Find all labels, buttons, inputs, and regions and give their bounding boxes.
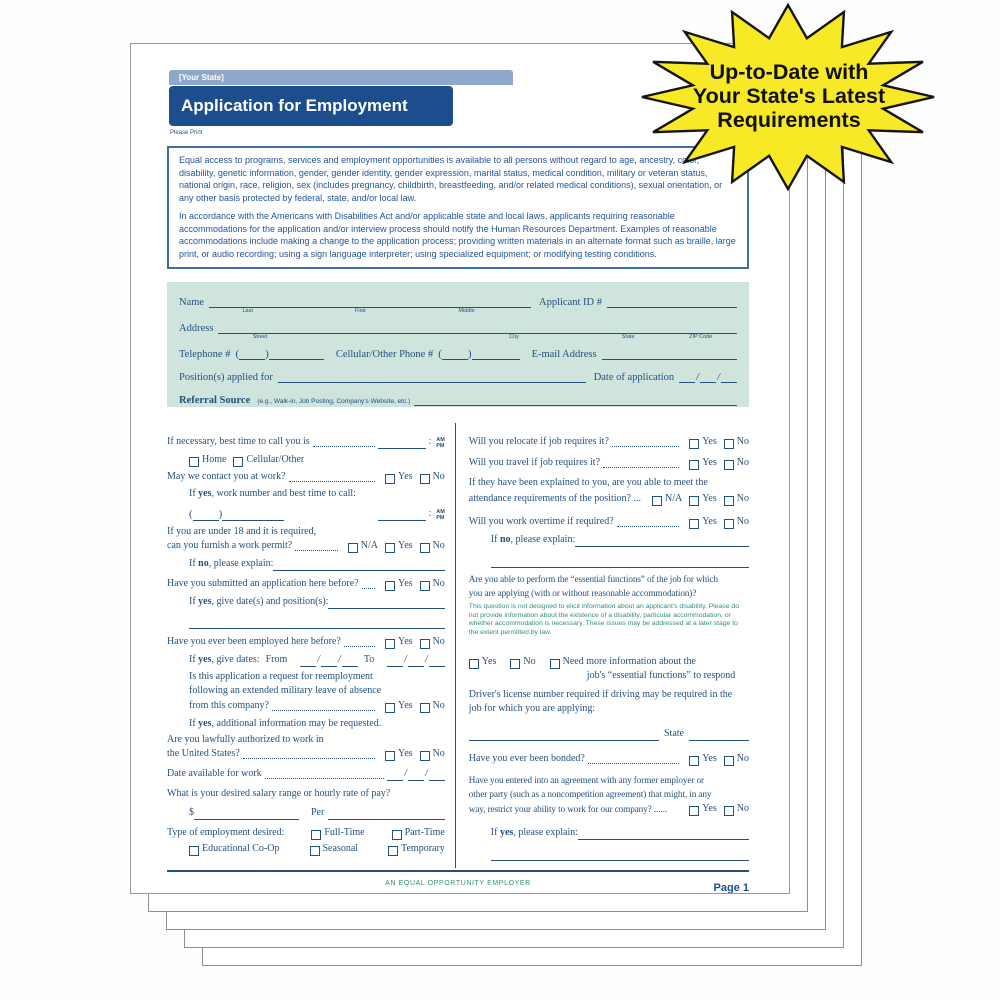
question-license-line1: Driver's license number required if driving may be required in the: [468, 689, 733, 701]
checkbox-no[interactable]: [724, 439, 734, 449]
checkbox-yes[interactable]: [689, 460, 699, 470]
dotted-leader: [295, 550, 338, 551]
dotted-leader: [243, 758, 375, 759]
blank-continuation-line: [491, 849, 749, 861]
address-label: Address: [179, 323, 214, 334]
question-reemployment-line1: Is this application a request for reemployment: [189, 671, 373, 682]
referral-source-label: Referral Source: [179, 395, 251, 406]
date-field[interactable]: [700, 371, 716, 383]
page-footer: [167, 870, 749, 894]
from-label: From: [265, 654, 288, 665]
essential-functions-checkboxes: Yes No Need more information about the: [469, 655, 749, 669]
close-paren: ): [265, 348, 269, 360]
question-reemployment-line3: from this company? Yes No: [189, 700, 445, 711]
starburst-badge: [636, 0, 942, 196]
dotted-leader: [313, 446, 376, 447]
checkbox-yes[interactable]: [385, 703, 395, 713]
checkbox-educational-coop[interactable]: [189, 846, 199, 856]
checkbox-na[interactable]: [652, 496, 662, 506]
checkbox-no[interactable]: [420, 639, 430, 649]
name-sub-first: First: [355, 308, 366, 314]
checkbox-no[interactable]: [724, 756, 734, 766]
address-sub-zip: ZIP Code: [689, 334, 713, 340]
cellular-input[interactable]: [472, 348, 520, 360]
referral-source-hint: (e.g., Walk-in, Job Posting, Company's Website, etc.): [257, 398, 411, 405]
email-label: E-mail Address: [531, 349, 597, 360]
ampm-label: AM PM: [436, 509, 445, 521]
date-field[interactable]: [679, 371, 695, 383]
question-license-line2: job for which you are applying:: [468, 703, 596, 715]
question-contact-at-work: May we contact you at work? Yes No: [167, 471, 445, 482]
date-field[interactable]: [408, 769, 424, 781]
colon: :: [428, 508, 432, 519]
date-field[interactable]: [342, 655, 358, 667]
blank-continuation-line: [491, 556, 749, 568]
referral-row: [179, 394, 737, 406]
name-input-line[interactable]: [209, 296, 531, 314]
email-input-line[interactable]: [602, 348, 737, 360]
telephone-input[interactable]: [269, 348, 324, 360]
checkbox-yes[interactable]: [469, 659, 479, 669]
checkbox-no[interactable]: [510, 659, 520, 669]
checkbox-yes[interactable]: [689, 806, 699, 816]
work-number-entry: [189, 507, 445, 521]
work-time-input[interactable]: [378, 509, 426, 521]
license-number-input[interactable]: [469, 729, 659, 741]
if-no-explain: If no, please explain:: [491, 533, 749, 547]
close-paren: ): [467, 348, 472, 360]
checkbox-need-more-info[interactable]: [550, 659, 560, 669]
position-input-line[interactable]: [278, 371, 586, 383]
checkbox-yes[interactable]: [689, 519, 699, 529]
checkbox-no[interactable]: [724, 460, 734, 470]
continuation-input-line[interactable]: [491, 556, 749, 568]
telephone-area-input[interactable]: [239, 348, 265, 360]
address-sub-state: State: [621, 334, 635, 340]
badge-text: [693, 60, 885, 132]
question-agreement-line3: way, restrict your ability to work for our company? ...... Yes No: [468, 803, 749, 815]
question-submitted-before: Have you submitted an application here before? Yes No: [167, 578, 445, 589]
applicant-id-label: Applicant ID #: [539, 297, 602, 308]
question-relocate: Will you relocate if job requires it? Yes No: [468, 436, 749, 447]
work-area-input[interactable]: [193, 509, 219, 521]
question-overtime: Will you work overtime if required? Yes No: [468, 516, 749, 527]
ampm-label: AM PM: [436, 437, 445, 449]
dotted-leader: [265, 778, 385, 779]
address-sub-city: City: [509, 334, 519, 340]
to-label: To: [363, 654, 375, 665]
position-date-row: [179, 371, 737, 383]
phone-email-row: [179, 348, 737, 360]
applicant-info-panel: [167, 282, 749, 407]
checkbox-yes[interactable]: [385, 751, 395, 761]
continuation-input-line[interactable]: [491, 849, 749, 861]
colon: :: [428, 436, 432, 447]
checkbox-no[interactable]: [724, 496, 734, 506]
date-field[interactable]: [408, 655, 424, 667]
checkbox-yes[interactable]: [385, 474, 395, 484]
question-employment-type: Type of employment desired: Full-Time Part-Time: [167, 827, 445, 838]
question-under18-line2: can you furnish a work permit? N/A Yes No: [167, 540, 445, 551]
date-field[interactable]: [300, 655, 316, 667]
if-yes-give-dates: If yes, give dates: From / / To / /: [189, 653, 445, 667]
checkbox-part-time[interactable]: [392, 830, 402, 840]
question-attendance-line2: attendance requirements of the position? ... N/A Yes No: [468, 493, 749, 504]
question-attendance-line1: If they have been explained to you, are you able to meet the: [468, 477, 708, 488]
checkbox-no[interactable]: [420, 581, 430, 591]
badge-line-3: Requirements: [717, 108, 861, 133]
checkbox-yes[interactable]: [385, 581, 395, 591]
question-best-time: If necessary, best time to call you is : AM PM: [167, 436, 445, 449]
employment-type-row2: Educational Co-Op Seasonal Temporary: [189, 842, 445, 856]
question-travel: Will you travel if job requires it? Yes No: [468, 457, 749, 468]
badge-line-1: Up-to-Date with: [709, 60, 869, 85]
question-agreement-line2: other party (such as a noncompetition agreement) that might, in any: [468, 789, 712, 800]
question-essential-line2: you are applying (with or without reasonable accommodation)?: [468, 588, 697, 598]
question-bonded: Have you ever been bonded? Yes No: [468, 753, 749, 765]
checkbox-yes[interactable]: [385, 543, 395, 553]
name-sub-middle: Middle: [458, 308, 475, 314]
if-yes-work-number: If yes, work number and best time to call:: [189, 488, 356, 499]
if-yes-additional-info: If yes, additional information may be requested.: [189, 718, 382, 729]
dotted-leader: [603, 467, 679, 468]
cellular-area-input[interactable]: [442, 348, 468, 360]
checkbox-no[interactable]: [420, 543, 430, 553]
close-paren: ): [218, 508, 223, 520]
need-more-info-line2: job's “essential functions” to respond: [586, 670, 736, 682]
per-label: Per: [311, 807, 325, 818]
open-paren: (: [438, 348, 442, 360]
state-tab: [Your State]: [169, 70, 513, 85]
dotted-leader: [272, 710, 375, 711]
left-column: [167, 423, 456, 868]
equal-opportunity-employer-label: AN EQUAL OPPORTUNITY EMPLOYER: [385, 880, 531, 887]
question-agreement-line1: Have you entered into an agreement with any former employer or: [468, 775, 704, 786]
dotted-leader: [289, 481, 375, 482]
cellular-label: Cellular/Other Phone #: [335, 349, 434, 360]
question-lawful-line2: the United States? Yes No: [167, 748, 445, 759]
date-field[interactable]: [387, 769, 403, 781]
time-input[interactable]: [378, 437, 426, 449]
question-essential-line1: Are you able to perform the “essential functions” of the job for which: [468, 574, 718, 584]
name-label: Name: [179, 297, 205, 308]
dates-positions-input-line[interactable]: [328, 597, 444, 609]
open-paren: (: [189, 508, 193, 520]
date-field[interactable]: [429, 769, 445, 781]
checkbox-seasonal[interactable]: [310, 846, 320, 856]
checkbox-no[interactable]: [420, 751, 430, 761]
date-field[interactable]: [721, 371, 737, 383]
continuation-input-line[interactable]: [189, 617, 445, 629]
explain-input-line[interactable]: [578, 828, 749, 840]
date-field[interactable]: [429, 655, 445, 667]
right-column: [456, 423, 749, 868]
checkbox-no[interactable]: [724, 806, 734, 816]
if-yes-dates-positions: If yes, give date(s) and position(s):: [189, 595, 445, 609]
dotted-leader: [617, 526, 680, 527]
question-salary: What is your desired salary range or hourly rate of pay?: [167, 788, 391, 799]
disability-note: This question is not designed to elicit information about an applicant's disability. Please do not provide information about the existence of a disability, particular accommodation, or whether accommodation is necessary. These issues may be addressed at a later stage to the extent permitted by law.: [468, 603, 739, 636]
blank-continuation-line: [189, 617, 445, 629]
salary-input[interactable]: [194, 808, 299, 820]
explain-input-line[interactable]: [273, 559, 444, 571]
equal-access-paragraph: Equal access to programs, services and employment opportunities is available to all persons without regard to age, ancestry, color, disability, genetic information, gender, gender identity, gender expression, marital status, medical condition, military or veteran status, national origin, race, religion, sex (includes pregnancy, childbirth, breastfeeding, and/or related medical conditions), sexual orientation, or any other basis protected by federal, state, and/or local law.: [179, 155, 723, 203]
slash: /: [696, 372, 700, 383]
slash: /: [717, 372, 720, 383]
checkbox-na[interactable]: [348, 543, 358, 553]
checkbox-no[interactable]: [724, 519, 734, 529]
ada-accommodation-paragraph: In accordance with the Americans with Disabilities Act and/or applicable state and local laws, applicants requiring reasonable accommodations for the application and/or interview process should notify the Human Resources Department. Examples of reasonable accommodations include making a change to the application process; providing written materials in an alternate format such as braille, large print, or audio recording; using a sign language interpreter; using specialized equipment; or modifying testing conditions.: [179, 211, 736, 259]
address-row: [179, 322, 737, 340]
form-title: Application for Employment: [169, 86, 453, 126]
state-label: State: [664, 728, 684, 740]
question-date-available: Date available for work / /: [167, 767, 445, 781]
position-label: Position(s) applied for: [179, 372, 273, 383]
checkbox-no[interactable]: [420, 474, 430, 484]
address-sub-street: Street: [252, 334, 268, 340]
checkbox-home[interactable]: [189, 457, 199, 467]
license-state-input[interactable]: [689, 729, 749, 741]
badge-line-2: Your State's Latest: [692, 84, 886, 109]
checkbox-yes[interactable]: [689, 496, 699, 506]
dotted-leader: [362, 588, 375, 589]
question-columns: [167, 423, 749, 868]
question-under18-line1: If you are under 18 and it is required,: [167, 526, 317, 537]
address-input-line[interactable]: [218, 322, 737, 340]
applicant-id-input-line[interactable]: [607, 296, 737, 308]
per-input[interactable]: [328, 808, 444, 820]
name-row: [179, 296, 737, 314]
date-field[interactable]: [387, 655, 403, 667]
open-paren: (: [235, 348, 240, 360]
explain-input-line[interactable]: [575, 535, 749, 547]
question-reemployment-line2: following an extended military leave of absence: [189, 685, 382, 696]
checkbox-temporary[interactable]: [388, 846, 398, 856]
question-lawful-line1: Are you lawfully authorized to work in: [167, 734, 324, 745]
dotted-leader: [344, 646, 375, 647]
license-entry-row: [469, 727, 749, 741]
referral-input-line[interactable]: [414, 394, 737, 406]
dotted-leader: [588, 763, 679, 764]
question-employed-before: Have you ever been employed here before? Yes No: [167, 636, 445, 647]
date-of-application-label: Date of application: [593, 372, 675, 383]
checkbox-yes[interactable]: [689, 756, 699, 766]
date-field[interactable]: [321, 655, 337, 667]
telephone-label: Telephone #: [179, 349, 231, 360]
salary-entry: [189, 806, 445, 820]
page-number: Page 1: [713, 882, 749, 894]
work-number-input[interactable]: [222, 509, 284, 521]
name-sub-last: Last: [242, 308, 253, 314]
checkbox-cellular-other[interactable]: [233, 457, 243, 467]
dollar-sign: $: [189, 807, 194, 818]
checkbox-no[interactable]: [420, 703, 430, 713]
checkbox-yes[interactable]: [689, 439, 699, 449]
if-yes-explain: If yes, please explain:: [491, 826, 749, 840]
phone-type-checkboxes: Home Cellular/Other: [189, 453, 445, 467]
dotted-leader: [612, 446, 679, 447]
checkbox-yes[interactable]: [385, 639, 395, 649]
if-no-explain: If no, please explain:: [189, 557, 445, 571]
checkbox-full-time[interactable]: [311, 830, 321, 840]
please-print-label: Please Print: [170, 130, 203, 136]
